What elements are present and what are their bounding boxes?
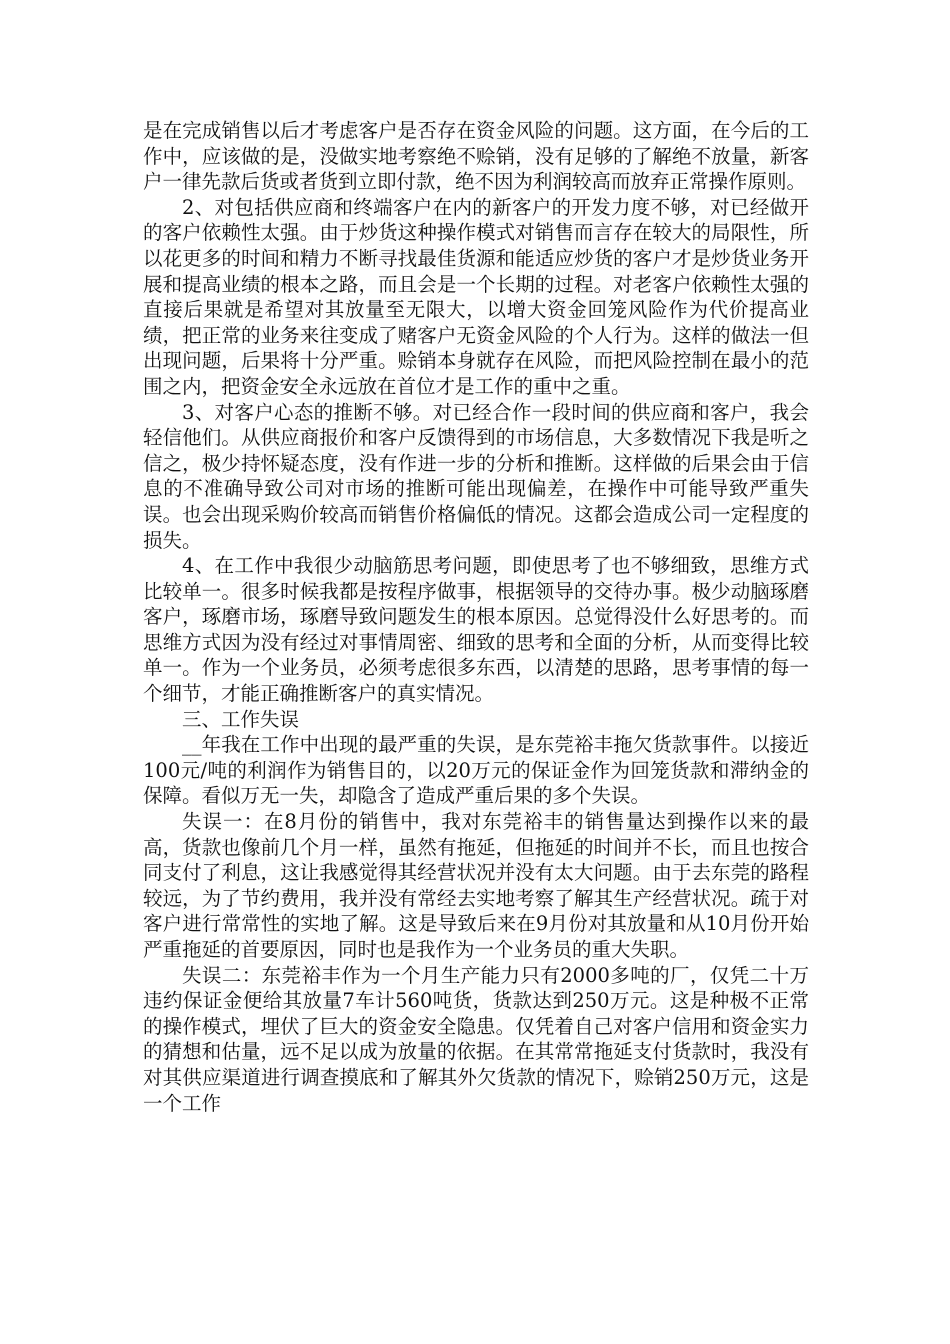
- paragraph-5: __年我在工作中出现的最严重的失误，是东莞裕丰拖欠货款事件。以接近100元/吨的利润作为销售目的，以20万元的保证金作为回笼货款和滞纳金的保障。看似万无一失，却隐含了造成严重后果的多个失误。: [143, 733, 809, 808]
- paragraph-7: 失误二：东莞裕丰作为一个月生产能力只有2000多吨的厂，仅凭二十万违约保证金便给其放量7车计560吨货，货款达到250万元。这是种极不正常的操作模式，埋伏了巨大的资金安全隐患。仅凭着自己对客户信用和资金实力的猜想和估量，远不足以成为放量的依据。在其常常拖延支付货款时，我没有对其供应渠道进行调查摸底和了解其外欠货款的情况下，赊销250万元，这是一个工作: [143, 963, 809, 1115]
- paragraph-3: 3、对客户心态的推断不够。对已经合作一段时间的供应商和客户，我会轻信他们。从供应商报价和客户反馈得到的市场信息，大多数情况下我是听之信之，极少持怀疑态度，没有作进一步的分析和推断。这样做的后果会由于信息的不准确导致公司对市场的推断可能出现偏差，在操作中可能导致严重失误。也会出现采购价较高而销售价格偏低的情况。这都会造成公司一定程度的损失。: [143, 400, 809, 552]
- paragraph-4: 4、在工作中我很少动脑筋思考问题，即使思考了也不够细致，思维方式比较单一。很多时候我都是按程序做事，根据领导的交待办事。极少动脑琢磨客户，琢磨市场，琢磨导致问题发生的根本原因。总觉得没什么好思考的。而思维方式因为没有经过对事情周密、细致的思考和全面的分析，从而变得比较单一。作为一个业务员，必须考虑很多东西，以清楚的思路，思考事情的每一个细节，才能正确推断客户的真实情况。: [143, 554, 809, 706]
- section-heading: 三、工作失误: [182, 707, 300, 731]
- paragraph-2: 2、对包括供应商和终端客户在内的新客户的开发力度不够，对已经做开的客户依赖性太强。由于炒货这种操作模式对销售而言存在较大的局限性，所以花更多的时间和精力不断寻找最佳货源和能适应炒货的客户才是炒货业务开展和提高业绩的根本之路，而且会是一个长期的过程。对老客户依赖性太强的直接后果就是希望对其放量至无限大，以增大资金回笼风险作为代价提高业绩，把正常的业务来往变成了赌客户无资金风险的个人行为。这样的做法一但出现问题，后果将十分严重。赊销本身就存在风险，而把风险控制在最小的范围之内，把资金安全永远放在首位才是工作的重中之重。: [143, 195, 809, 398]
- document-page: [143, 118, 809, 1116]
- paragraph-1: 是在完成销售以后才考虑客户是否存在资金风险的问题。这方面，在今后的工作中，应该做的是，没做实地考察绝不赊销，没有足够的了解绝不放量，新客户一律先款后货或者货到立即付款，绝不因为利润较高而放弃正常操作原则。: [143, 119, 809, 194]
- paragraph-6: 失误一：在8月份的销售中，我对东莞裕丰的销售量达到操作以来的最高，货款也像前几个月一样，虽然有拖延，但拖延的时间并不长，而且也按合同支付了利息，这让我感觉得其经营状况并没有太大问题。由于去东莞的路程较远，为了节约费用，我并没有常经去实地考察了解其生产经营状况。疏于对客户进行常常性的实地了解。这是导致后来在9月份对其放量和从10月份开始严重拖延的首要原因，同时也是我作为一个业务员的重大失职。: [143, 810, 809, 961]
